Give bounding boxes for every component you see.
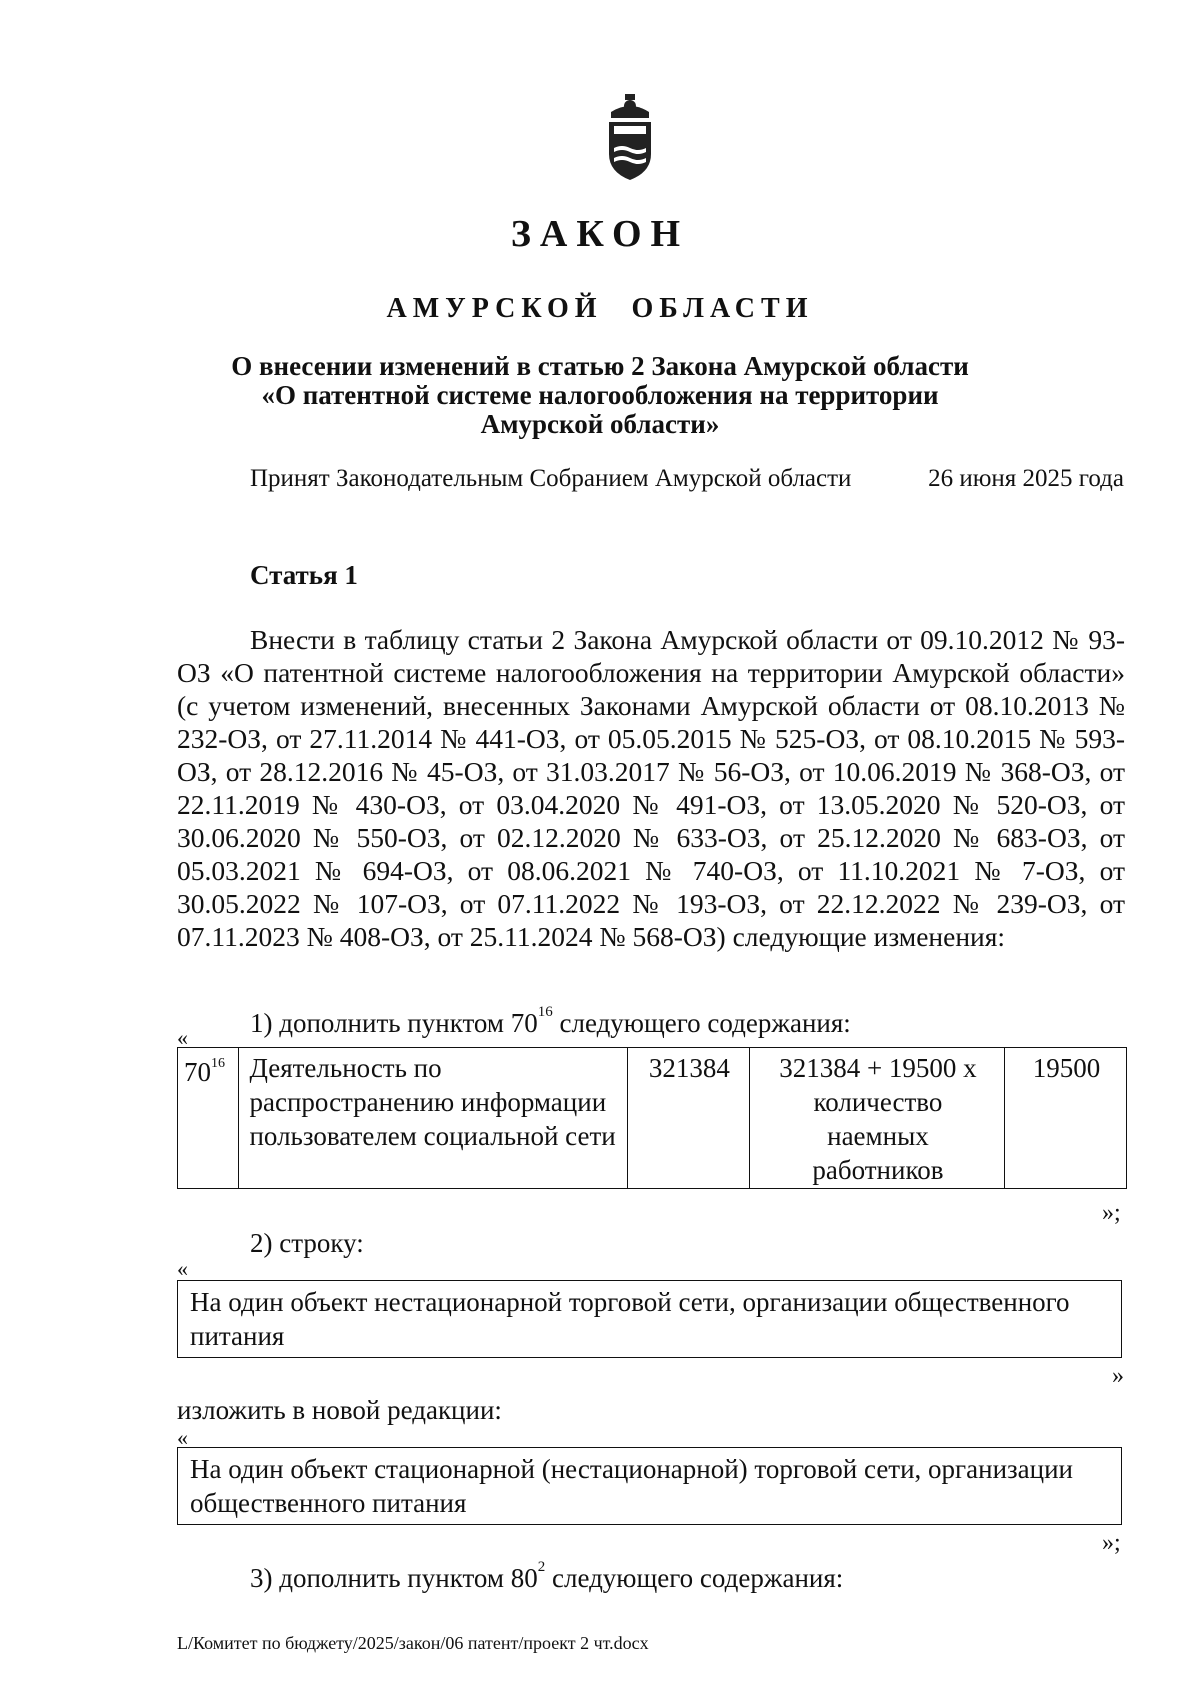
close-quote: » xyxy=(1112,1363,1124,1389)
document-title: ЗАКОН xyxy=(510,213,690,255)
row-number-cell xyxy=(178,1048,239,1189)
adopted-date: 26 июня 2025 года xyxy=(928,465,1124,492)
old-row-box: На один объект нестационарной торговой сети, организации общественного питания xyxy=(177,1280,1122,1358)
new-row-70-table xyxy=(177,1047,1127,1189)
value-cell: 321384 xyxy=(627,1048,749,1189)
open-quote: « xyxy=(177,1256,188,1281)
table-row xyxy=(178,1048,1127,1189)
subject-line: «О патентной системе налогообложения на территории xyxy=(261,380,939,410)
open-quote: « xyxy=(177,1025,188,1050)
restate-text: изложить в новой редакции: xyxy=(177,1395,502,1425)
document-subject xyxy=(200,352,1000,439)
amount-cell: 19500 xyxy=(1005,1048,1127,1189)
row-number: 70 xyxy=(184,1057,211,1087)
subject-line: Амурской области» xyxy=(480,409,720,439)
open-quote: « xyxy=(177,1425,188,1450)
item-text: 3) дополнить пунктом 80 xyxy=(250,1563,538,1593)
item-text: 1) дополнить пунктом 70 xyxy=(250,1008,538,1038)
adopted-by: Принят Законодательным Собранием Амурской области xyxy=(250,465,852,492)
document-region: АМУРСКОЙ ОБЛАСТИ xyxy=(386,293,814,324)
amendment-item-3 xyxy=(250,1559,844,1594)
article-heading: Статья 1 xyxy=(250,560,358,590)
item-superscript: 2 xyxy=(537,1559,546,1575)
row-number-sup: 16 xyxy=(211,1056,225,1071)
coat-of-arms-emblem xyxy=(605,92,655,182)
item-superscript: 16 xyxy=(537,1004,553,1020)
amendment-item-2: 2) строку: xyxy=(250,1228,364,1258)
file-path-footer: L/Комитет по бюджету/2025/закон/06 патент/проект 2 чт.docx xyxy=(177,1633,649,1653)
close-quote: »; xyxy=(1102,1200,1121,1226)
intro-paragraph: Внести в таблицу статьи 2 Закона Амурской области от 09.10.2012 № 93-ОЗ «О патентной системе налогообложения на территории Амурской области» (с учетом изменений, внесенных Законами Амурской области от 08.10.2013 № 232-ОЗ, от 27.11.2014 № 441-ОЗ, от 05.05.2015 № 525-ОЗ, от 08.10.2015 № 593-ОЗ, от 28.12.2016 № 45-ОЗ, от 31.03.2017 № 56-ОЗ, от 10.06.2019 № 368-ОЗ, от 22.11.2019 № 430-ОЗ, от 03.04.2020 № 491-ОЗ, от 13.05.2020 № 520-ОЗ, от 30.06.2020 № 550-ОЗ, от 02.12.2020 № 633-ОЗ, от 25.12.2020 № 683-ОЗ, от 05.03.2021 № 694-ОЗ, от 08.06.2021 № 740-ОЗ, от 11.10.2021 № 7-ОЗ, от 30.05.2022 № 107-ОЗ, от 07.11.2022 № 193-ОЗ, от 22.12.2022 № 239-ОЗ, от 07.11.2023 № 408-ОЗ, от 25.11.2024 № 568-ОЗ) следующие изменения: xyxy=(177,624,1125,952)
new-row-box: На один объект стационарной (нестационарной) торговой сети, организации общественного питания xyxy=(177,1447,1122,1525)
amendment-item-1 xyxy=(250,1004,851,1039)
activity-cell: Деятельность по распространению информации пользователем социальной сети xyxy=(239,1048,627,1189)
item-text: следующего содержания: xyxy=(545,1563,844,1593)
item-text: следующего содержания: xyxy=(552,1008,851,1038)
subject-line: О внесении изменений в статью 2 Закона Амурской области xyxy=(231,351,969,381)
close-quote: »; xyxy=(1102,1530,1121,1556)
formula-cell: 321384 + 19500 х количество наемных работников xyxy=(749,1048,1004,1189)
